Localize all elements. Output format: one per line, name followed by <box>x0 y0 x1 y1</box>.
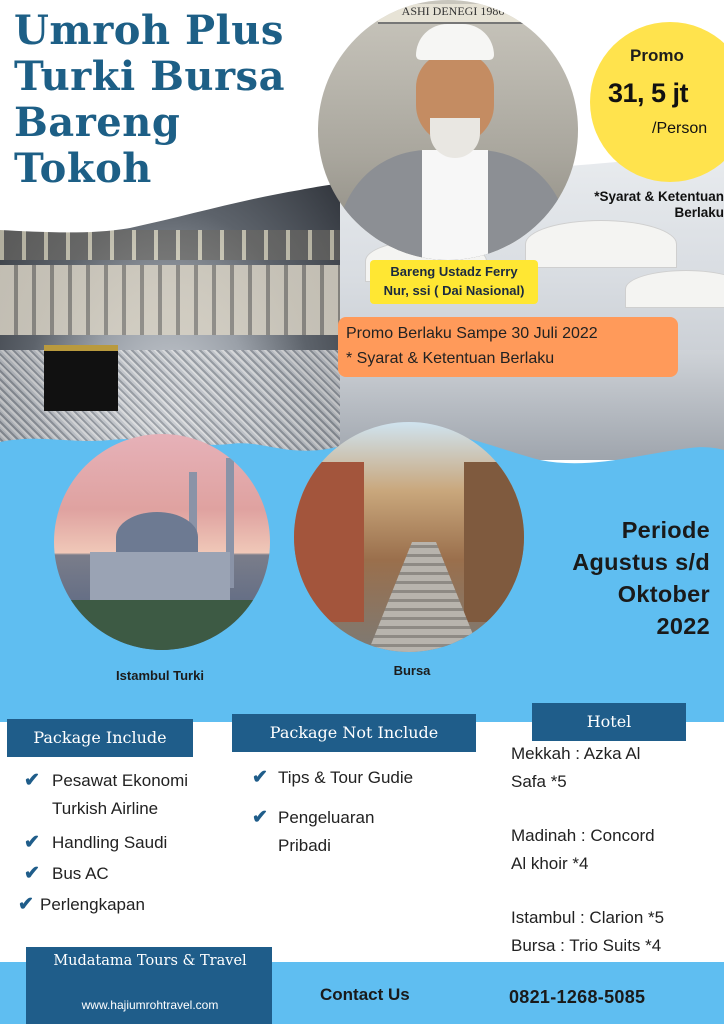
shop-left <box>294 462 364 622</box>
bursa-photo <box>294 422 524 652</box>
package-include-tag: Package Include <box>7 719 193 757</box>
list-item-line: Turkish Airline <box>52 799 159 818</box>
hotel-line: Al khoir *4 <box>511 854 589 873</box>
list-item-line: Pribadi <box>278 836 331 855</box>
ustadz-line: Bareng Ustadz Ferry <box>390 264 518 279</box>
hotel-spacer <box>511 796 716 822</box>
checkmark-icon: ✔ <box>24 832 40 853</box>
list-item-line: Tips & Tour Gudie <box>278 768 414 787</box>
list-item-line: Bus AC <box>52 864 109 883</box>
list-item <box>24 767 224 823</box>
kaaba-shape <box>44 345 118 411</box>
checkmark-icon: ✔ <box>252 807 268 828</box>
checkmark-icon: ✔ <box>252 767 268 788</box>
hotel-line: Istambul : Clarion *5 <box>511 908 665 927</box>
list-item <box>252 804 452 860</box>
brand-name: Mudatama Tours & Travel <box>53 953 247 969</box>
list-item <box>24 860 224 888</box>
shop-right <box>464 462 524 622</box>
checkmark-icon: ✔ <box>24 863 40 884</box>
package-not-include-list <box>252 764 452 860</box>
list-item <box>18 891 224 919</box>
title-line: Tokoh <box>14 145 152 192</box>
list-item <box>24 829 224 857</box>
list-item <box>252 764 452 792</box>
website-link[interactable]: www.hajiumrohtravel.com <box>81 998 219 1012</box>
page-title <box>14 8 314 192</box>
bursa-caption: Bursa <box>393 663 431 678</box>
promo-label: Promo <box>630 46 684 65</box>
mosque-body <box>90 552 230 602</box>
portrait-cap <box>416 24 494 60</box>
title-line: Turki Bursa <box>14 53 285 100</box>
promo-notice-line: * Syarat & Ketentuan Berlaku <box>346 350 555 367</box>
promo-notice-line: Promo Berlaku Sampe 30 Juli 2022 <box>346 325 598 342</box>
contact-label: Contact Us <box>320 985 410 1004</box>
istanbul-caption: Istambul Turki <box>116 668 204 683</box>
hotel-line: Mekkah : Azka Al <box>511 744 641 763</box>
trees <box>54 600 270 650</box>
ustadz-tag <box>370 260 538 304</box>
hotel-line: Madinah : Concord <box>511 826 655 845</box>
title-line: Umroh Plus <box>14 7 284 54</box>
periode-text <box>520 514 710 642</box>
list-item-line: Perlengkapan <box>40 895 145 914</box>
package-include-list <box>18 767 224 919</box>
phone-number[interactable]: 0821-1268-5085 <box>509 987 646 1007</box>
promo-unit: /Person <box>652 120 708 137</box>
ustadz-line: Nur, ssi ( Dai Nasional) <box>383 283 525 298</box>
checkmark-icon: ✔ <box>24 770 40 791</box>
promo-price: 31, 5 jt <box>608 78 689 108</box>
list-item-line: Pesawat Ekonomi <box>52 771 189 790</box>
promo-notice <box>338 317 678 377</box>
istanbul-photo <box>54 434 270 650</box>
package-not-include-tag: Package Not Include <box>232 714 476 752</box>
checkmark-icon: ✔ <box>18 894 34 915</box>
ustadz-portrait <box>318 0 578 260</box>
periode-line: Oktober <box>617 581 710 607</box>
portrait-sign: ASHI DENEGI 1986 <box>378 4 528 24</box>
syarat-line: *Syarat & Ketentuan <box>594 189 724 204</box>
hotel-tag: Hotel <box>532 703 686 741</box>
portrait-shirt <box>422 150 488 260</box>
periode-line: Periode <box>621 517 710 543</box>
hotel-line: Bursa : Trio Suits *4 <box>511 936 662 955</box>
list-item-line: Pengeluaran <box>278 808 375 827</box>
hotel-line: Safa *5 <box>511 772 567 791</box>
periode-line: 2022 <box>656 613 710 639</box>
hotel-list <box>511 740 716 960</box>
syarat-note <box>564 189 724 221</box>
periode-line: Agustus s/d <box>572 549 710 575</box>
list-item-line: Handling Saudi <box>52 833 168 852</box>
syarat-line: Berlaku <box>674 205 724 220</box>
title-line: Bareng <box>14 99 181 146</box>
umbrella-shape <box>625 270 724 308</box>
arcades <box>0 265 340 335</box>
hotel-spacer <box>511 878 716 904</box>
